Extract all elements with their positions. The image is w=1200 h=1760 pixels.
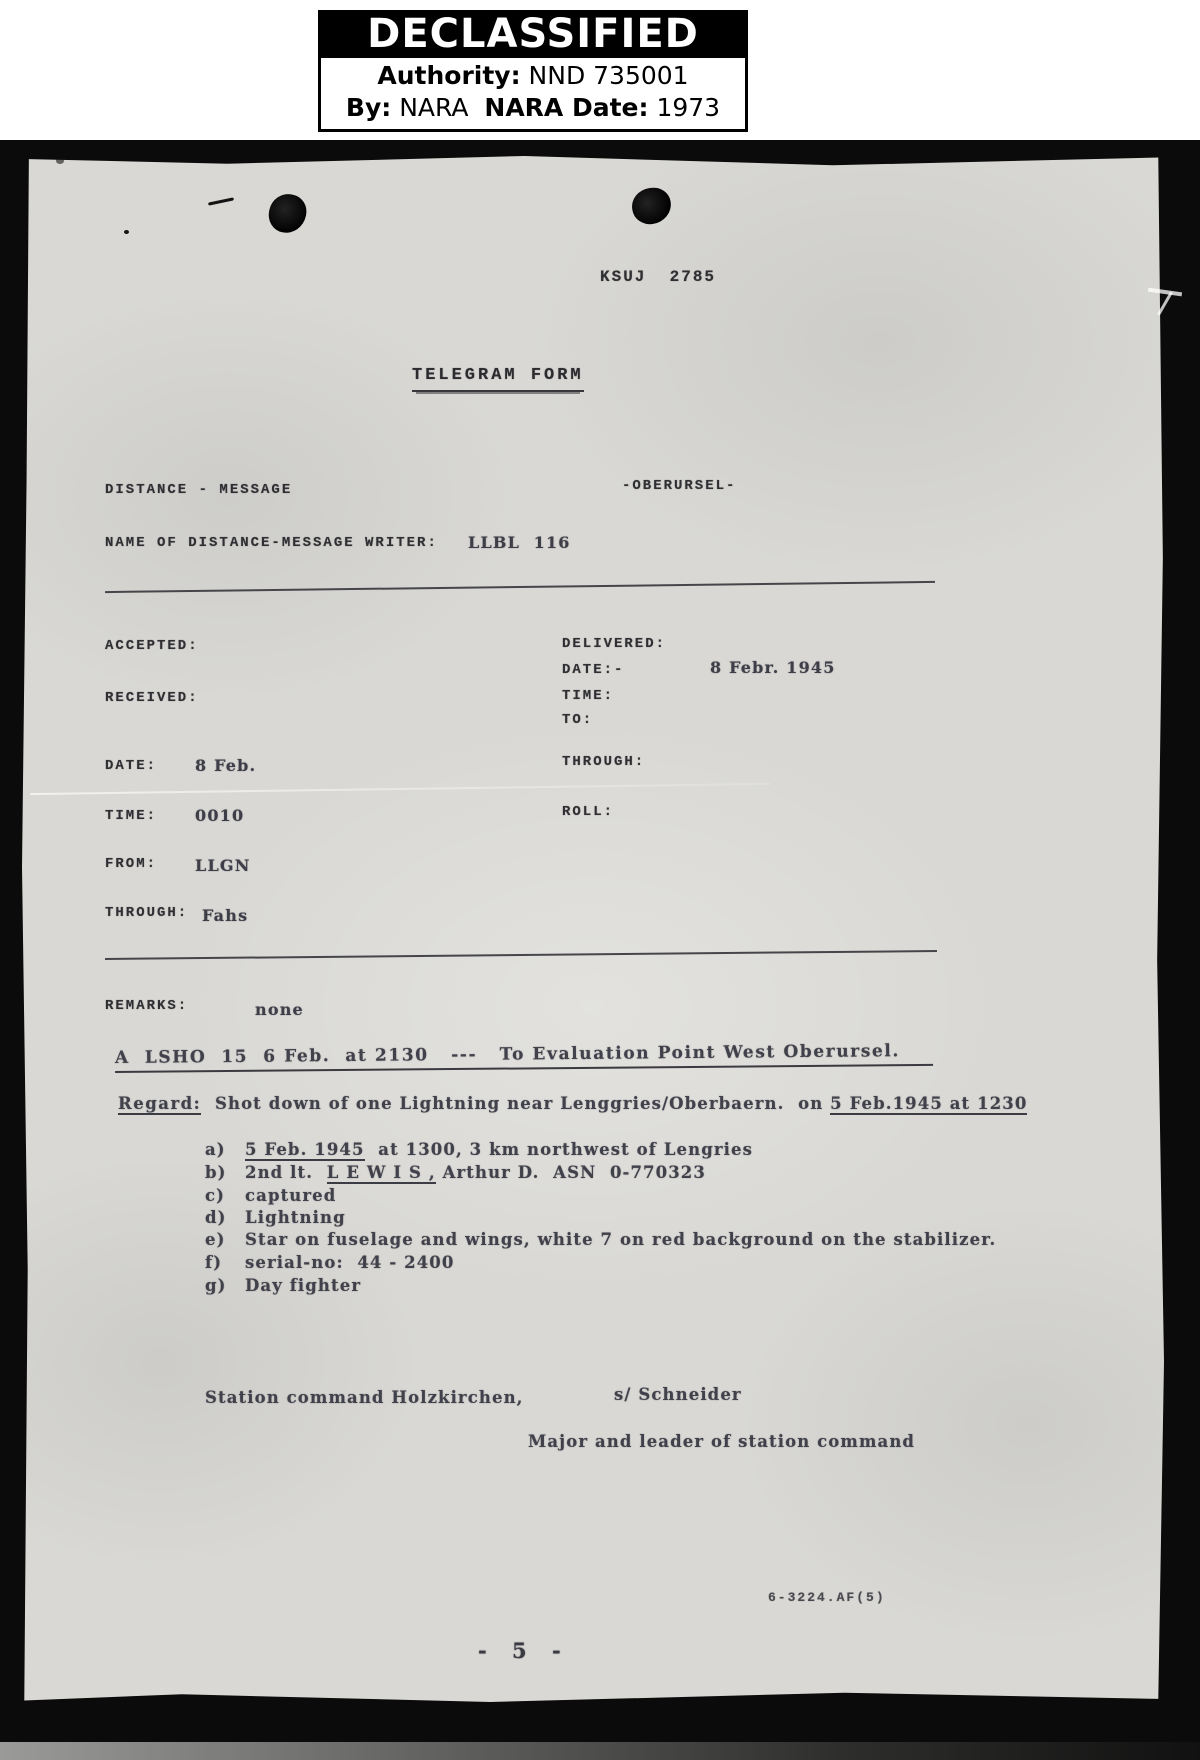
writer-value: LLBL 116 xyxy=(468,533,571,552)
date-value: 8 Feb. xyxy=(195,756,257,775)
item-text: Arthur D. ASN 0-770323 xyxy=(435,1163,706,1182)
list-item xyxy=(205,1276,361,1295)
regard-spacer xyxy=(201,1094,215,1113)
declassified-details xyxy=(318,58,748,132)
list-item xyxy=(205,1163,706,1182)
item-marker: e) xyxy=(205,1230,226,1249)
item-text: Star on fuselage and wings, white 7 on red background on the stabilizer. xyxy=(245,1230,997,1249)
list-item xyxy=(205,1208,346,1227)
regard-line xyxy=(118,1094,1027,1113)
signature-title: Major and leader of station command xyxy=(528,1432,916,1451)
regard-text: Shot down of one Lightning near Lenggries/Oberbaern. on xyxy=(214,1094,831,1113)
document-title: TELEGRAM FORM xyxy=(412,366,584,392)
item-underlined: 5 Feb. 1945 xyxy=(245,1140,365,1159)
through-right-label: THROUGH: xyxy=(562,754,646,770)
to-label: TO: xyxy=(562,712,594,728)
remarks-label: REMARKS: xyxy=(105,998,189,1014)
writer-label: NAME OF DISTANCE-MESSAGE WRITER: xyxy=(105,535,438,551)
document-ref: KSUJ 2785 xyxy=(600,268,717,286)
distance-message-heading: DISTANCE - MESSAGE xyxy=(105,482,293,498)
telegram-paper xyxy=(22,156,1164,1702)
film-edge-strip xyxy=(0,1742,1200,1760)
delivered-label: DELIVERED: xyxy=(562,636,667,652)
authority-value: NND 735001 xyxy=(520,61,689,90)
item-text: Lightning xyxy=(245,1208,346,1227)
date-label: DATE: xyxy=(105,758,158,774)
item-text: captured xyxy=(245,1186,337,1205)
roll-label: ROLL: xyxy=(562,804,615,820)
time-label: TIME: xyxy=(105,808,158,824)
authority-label: Authority: xyxy=(377,61,521,90)
delivered-date-label: DATE:- xyxy=(562,662,625,678)
item-marker: d) xyxy=(205,1208,227,1227)
item-marker: c) xyxy=(205,1186,226,1205)
signature: s/ Schneider xyxy=(614,1385,742,1404)
list-item xyxy=(205,1230,996,1249)
through-left-label: THROUGH: xyxy=(105,905,189,921)
by-value: NARA xyxy=(391,93,485,122)
speck xyxy=(124,230,129,234)
speck xyxy=(56,158,64,164)
through-left-value: Fahs xyxy=(202,906,249,925)
regard-label: Regard: xyxy=(118,1094,202,1113)
item-text: 2nd lt. xyxy=(245,1163,327,1182)
regard-date-underlined: 5 Feb.1945 at 1230 xyxy=(830,1094,1028,1113)
received-label: RECEIVED: xyxy=(105,690,199,706)
routing-line: A LSHO 15 6 Feb. at 2130 --- To Evaluation Point West Oberursel. xyxy=(115,1041,933,1073)
delivered-date-value: 8 Febr. 1945 xyxy=(710,658,836,677)
file-reference: 6-3224.AF(5) xyxy=(768,1590,886,1605)
film-scan-frame xyxy=(0,140,1200,1760)
list-item xyxy=(205,1140,753,1159)
by-label: By: xyxy=(345,93,392,122)
by-date-line xyxy=(321,92,745,124)
nara-date-value: 1973 xyxy=(648,93,721,122)
page-number: - 5 - xyxy=(478,1638,570,1663)
authority-line xyxy=(321,60,745,92)
item-marker: f) xyxy=(205,1253,223,1272)
remarks-value: none xyxy=(255,1000,304,1019)
item-underlined: L E W I S , xyxy=(326,1163,436,1182)
delivered-time-label: TIME: xyxy=(562,688,615,704)
item-marker: a) xyxy=(205,1140,226,1159)
time-value: 0010 xyxy=(195,806,245,825)
item-text: Day fighter xyxy=(245,1276,362,1295)
oberursel-heading: -OBERURSEL- xyxy=(622,478,737,494)
declassified-title: DECLASSIFIED xyxy=(318,10,748,58)
item-text: serial-no: 44 - 2400 xyxy=(245,1253,455,1272)
from-value: LLGN xyxy=(195,856,251,875)
item-text: at 1300, 3 km northwest of Lengries xyxy=(364,1140,754,1159)
list-item xyxy=(205,1186,336,1205)
item-marker: g) xyxy=(205,1276,227,1295)
from-label: FROM: xyxy=(105,856,158,872)
station-command-line: Station command Holzkirchen, xyxy=(205,1388,524,1407)
list-item xyxy=(205,1253,454,1272)
declassified-stamp xyxy=(318,10,748,132)
accepted-label: ACCEPTED: xyxy=(105,638,199,654)
item-marker: b) xyxy=(205,1163,227,1182)
nara-date-label: NARA Date: xyxy=(484,93,649,122)
